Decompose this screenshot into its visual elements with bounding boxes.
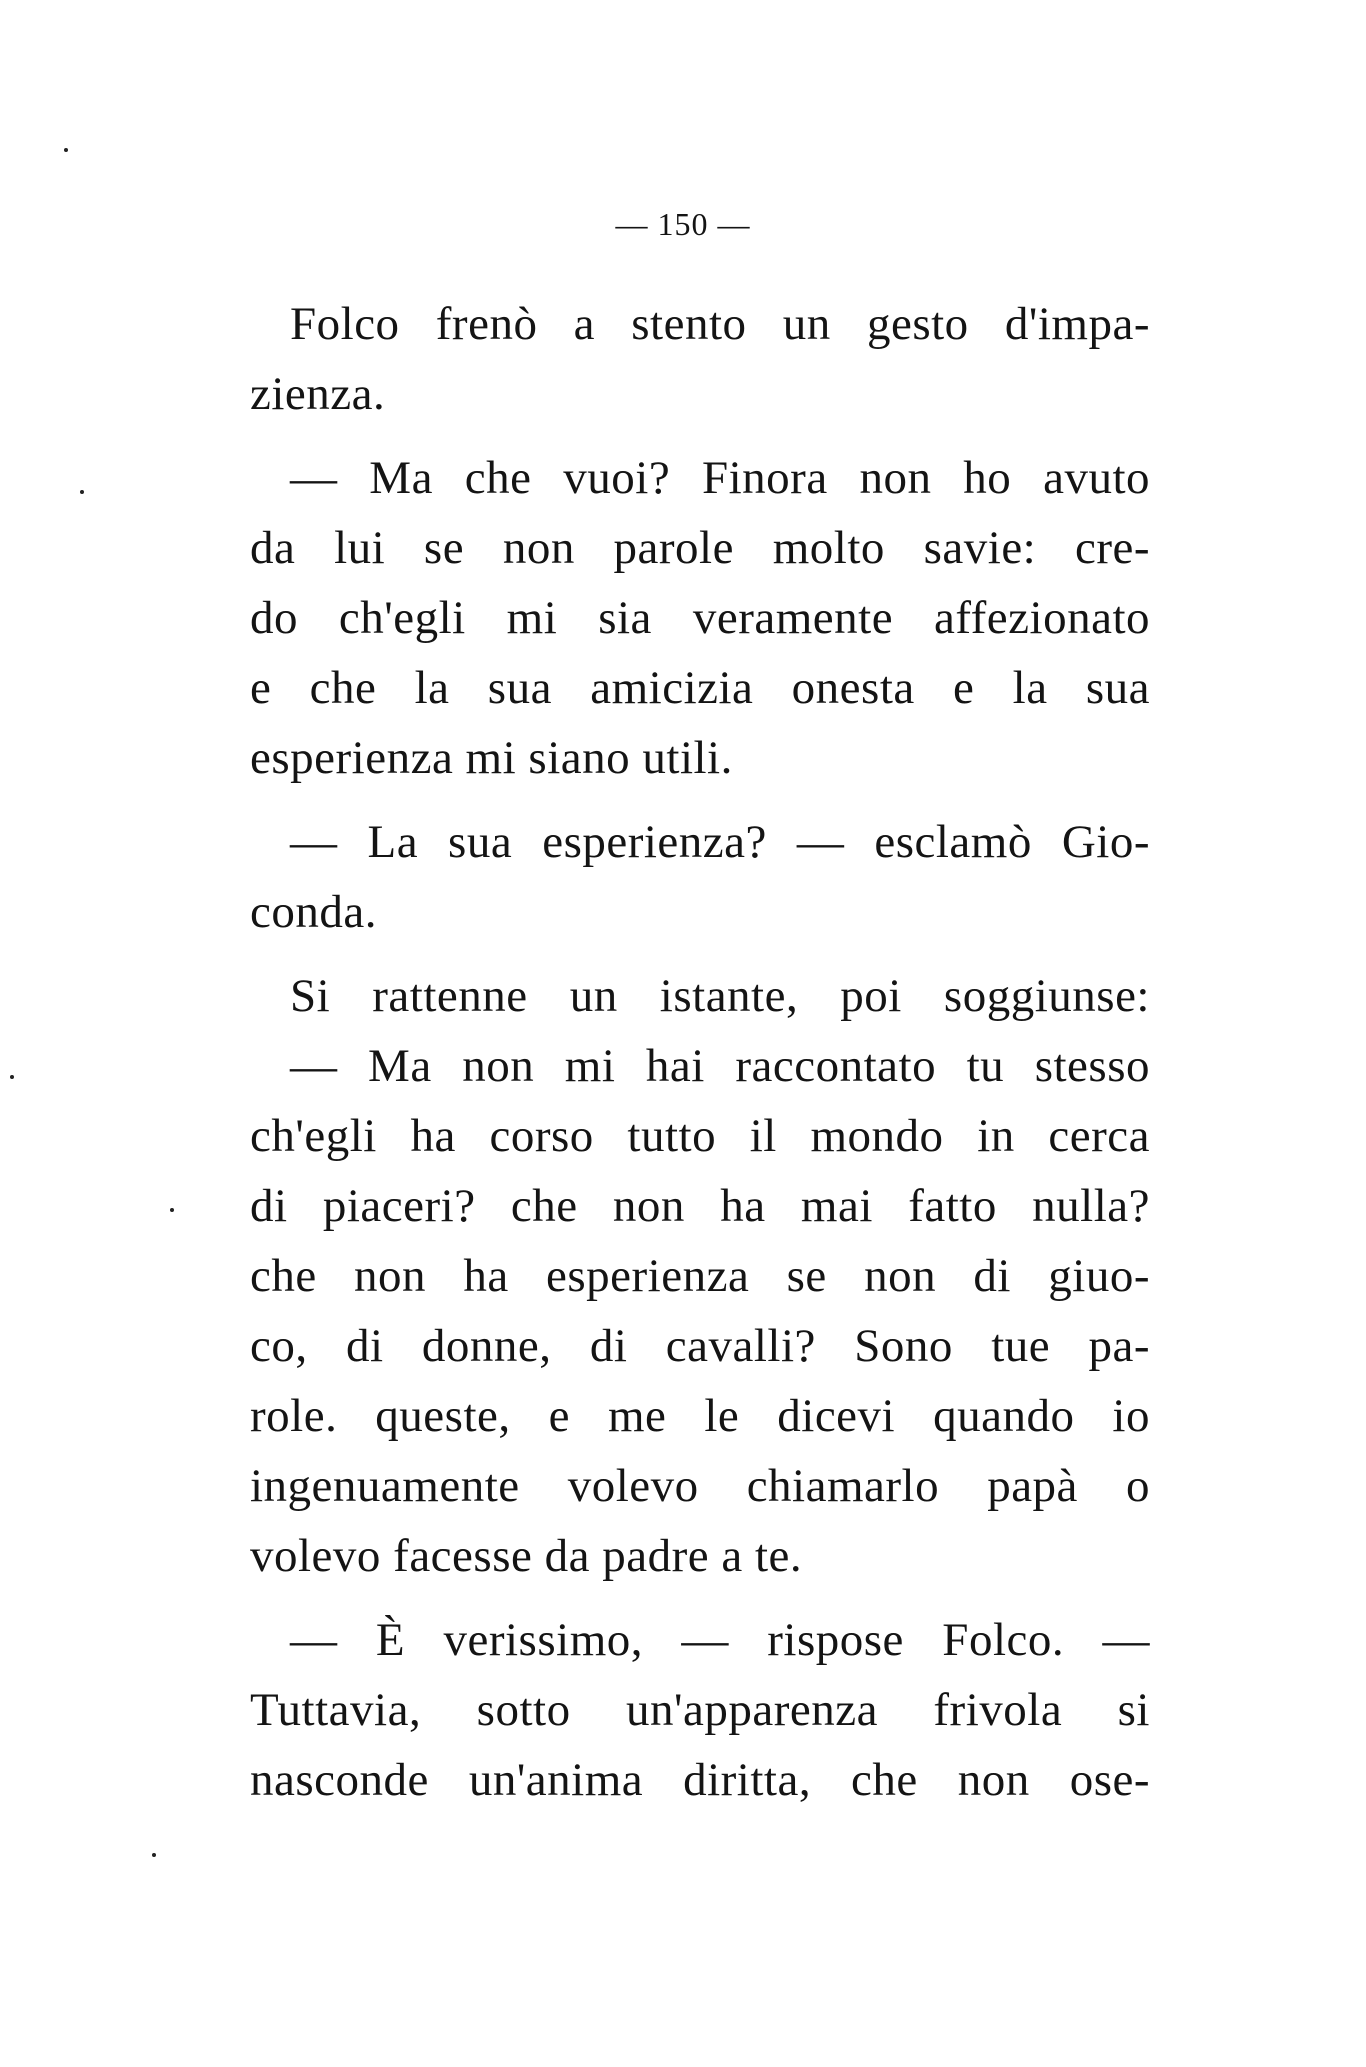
text-line: Tuttavia, sotto un'apparenza frivola si [250,1684,1150,1736]
page-number: — 150 — [615,206,751,242]
text-line: esperienza mi siano utili. [250,732,733,784]
text-line: co, di donne, di cavalli? Sono tue pa- [250,1320,1150,1372]
scan-speck [80,490,84,494]
scan-speck [152,1853,156,1857]
text-line: zienza. [250,368,386,420]
scan-speck [10,1075,14,1079]
text-line: role. queste, e me le dicevi quando io [250,1390,1150,1442]
text-line: Folco frenò a stento un gesto d'impa- [290,298,1150,350]
text-line: do ch'egli mi sia veramente affezionato [250,592,1150,644]
text-line: che non ha esperienza se non di giuo- [250,1250,1150,1302]
scan-speck [170,1208,174,1212]
text-line: nasconde un'anima diritta, che non ose- [250,1754,1150,1806]
text-line: ch'egli ha corso tutto il mondo in cerca [250,1110,1150,1162]
scan-speck [64,148,68,152]
text-line: — Ma che vuoi? Finora non ho avuto [290,452,1150,504]
text-line: — È verissimo, — rispose Folco. — [290,1614,1150,1666]
text-line: da lui se non parole molto savie: cre- [250,522,1150,574]
text-line: conda. [250,886,377,938]
text-line: e che la sua amicizia onesta e la sua [250,662,1150,714]
text-line: di piaceri? che non ha mai fatto nulla? [250,1180,1150,1232]
text-line: volevo facesse da padre a te. [250,1530,803,1582]
text-line: — Ma non mi hai raccontato tu stesso [290,1040,1150,1092]
text-line: — La sua esperienza? — esclamò Gio- [290,816,1150,868]
text-line: ingenuamente volevo chiamarlo papà o [250,1460,1150,1512]
body-text [250,289,1150,1815]
text-line: Si rattenne un istante, poi soggiunse: [290,970,1150,1022]
